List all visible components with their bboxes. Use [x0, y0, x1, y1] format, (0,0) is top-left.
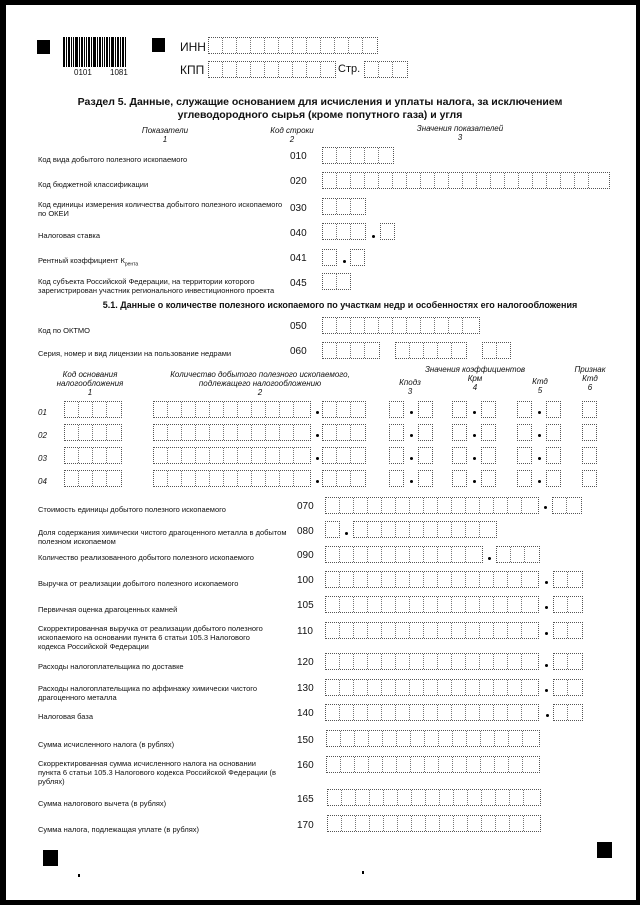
- col-head-line-code: Код строки 2: [270, 126, 314, 144]
- field-quantity-fraction-04[interactable]: [322, 470, 366, 487]
- table-row-num-04: 04: [38, 477, 47, 486]
- row-label-040: Налоговая ставка: [38, 231, 101, 240]
- field-kpodz-int-04[interactable]: [389, 470, 404, 487]
- registration-marker-bottom-left: [43, 850, 58, 866]
- decimal-point: [538, 457, 541, 460]
- col-head-indicators: Показатели 1: [141, 126, 189, 144]
- scan-border-top: [0, 0, 640, 5]
- row-label-105: Первичная оценка драгоценных камней: [38, 605, 178, 614]
- field-110-fraction[interactable]: [553, 622, 583, 639]
- field-quantity-integer-01[interactable]: [153, 401, 311, 418]
- field-ktd-flag-02[interactable]: [582, 424, 597, 441]
- field-080-fraction[interactable]: [353, 521, 497, 538]
- decimal-point: [545, 581, 548, 584]
- field-ktd-int-04[interactable]: [517, 470, 532, 487]
- field-010[interactable]: [322, 147, 394, 164]
- decimal-point: [410, 457, 413, 460]
- scan-border-bottom: [0, 900, 640, 905]
- field-kpodz-int-01[interactable]: [389, 401, 404, 418]
- row-label-110: Скорректированная выручка от реализации добытого полезного ископаемого на основании пункта 6 статьи 105.3 Налогового кодекса Российской Федерации: [38, 624, 263, 651]
- row-code-140: 140: [297, 708, 314, 719]
- field-kpodz-frac-04[interactable]: [418, 470, 433, 487]
- row-code-090: 090: [297, 550, 314, 561]
- field-kpodz-frac-03[interactable]: [418, 447, 433, 464]
- field-krm-int-02[interactable]: [452, 424, 467, 441]
- field-quantity-fraction-01[interactable]: [322, 401, 366, 418]
- row-code-160: 160: [297, 760, 314, 771]
- table-row-num-02: 02: [38, 431, 47, 440]
- field-090-integer[interactable]: [325, 546, 483, 563]
- field-070-fraction[interactable]: [552, 497, 582, 514]
- decimal-point: [410, 480, 413, 483]
- field-ktd-int-03[interactable]: [517, 447, 532, 464]
- decimal-point: [544, 506, 547, 509]
- row-code-165: 165: [297, 794, 314, 805]
- field-krm-frac-04[interactable]: [481, 470, 496, 487]
- row-label-160: Скорректированная сумма исчисленного налога на основании пункта 6 статьи 105.3 Налогового кодекса Российской Федерации (в рублях): [38, 759, 277, 786]
- row-label-120: Расходы налогоплательщика по доставке: [38, 662, 184, 671]
- field-krm-int-03[interactable]: [452, 447, 467, 464]
- decimal-point: [473, 480, 476, 483]
- inn-field[interactable]: [208, 37, 378, 54]
- decimal-point: [545, 606, 548, 609]
- field-070-integer[interactable]: [325, 497, 539, 514]
- table-head-ktd: Ктд 5: [532, 377, 548, 395]
- scan-border-right: [636, 0, 640, 905]
- registration-marker-bottom-right: [597, 842, 612, 858]
- field-kpodz-int-02[interactable]: [389, 424, 404, 441]
- table-head-basis-code: Код основания налогообложения 1: [56, 370, 124, 397]
- field-basis-code-03[interactable]: [64, 447, 122, 464]
- field-160[interactable]: [326, 756, 540, 773]
- page-number-field[interactable]: [364, 61, 408, 78]
- field-ktd-flag-03[interactable]: [582, 447, 597, 464]
- decimal-point: [545, 664, 548, 667]
- table-row-num-01: 01: [38, 408, 47, 417]
- field-140-integer[interactable]: [325, 704, 539, 721]
- field-020[interactable]: [322, 172, 610, 189]
- row-code-010: 010: [290, 151, 307, 162]
- row-code-130: 130: [297, 683, 314, 694]
- row-label-045: Код субъекта Российской Федерации, на территории которого зарегистрирован участник регионального инвестиционного проекта: [38, 277, 275, 295]
- field-ktd-int-01[interactable]: [517, 401, 532, 418]
- field-041-fraction[interactable]: [350, 249, 365, 266]
- field-130-integer[interactable]: [325, 679, 539, 696]
- field-quantity-integer-03[interactable]: [153, 447, 311, 464]
- decimal-point: [546, 714, 549, 717]
- decimal-point: [343, 260, 346, 263]
- field-kpodz-frac-01[interactable]: [418, 401, 433, 418]
- table-head-krm: Крм 4: [467, 374, 483, 392]
- field-120-fraction[interactable]: [553, 653, 583, 670]
- field-ktd-frac-02[interactable]: [546, 424, 561, 441]
- decimal-point: [488, 557, 491, 560]
- field-krm-frac-03[interactable]: [481, 447, 496, 464]
- row-code-100: 100: [297, 575, 314, 586]
- row-label-165: Сумма налогового вычета (в рублях): [38, 799, 167, 808]
- row-code-110: 110: [297, 626, 313, 637]
- decimal-point: [473, 411, 476, 414]
- barcode-number-left: 0101: [74, 68, 92, 77]
- row-code-080: 080: [297, 526, 314, 537]
- row-code-070: 070: [297, 501, 314, 512]
- field-ktd-frac-04[interactable]: [546, 470, 561, 487]
- field-ktd-flag-01[interactable]: [582, 401, 597, 418]
- registration-marker-top-left: [37, 40, 50, 54]
- field-045[interactable]: [322, 273, 351, 290]
- table-head-ktd-flag: Признак Ктд 6: [574, 365, 606, 392]
- field-quantity-integer-02[interactable]: [153, 424, 311, 441]
- section-title-line1: Раздел 5. Данные, служащие основанием для исчисления и уплаты налога, за исключением: [77, 96, 563, 108]
- field-120-integer[interactable]: [325, 653, 539, 670]
- row-label-080: Доля содержания химически чистого драгоценного металла в добытом полезном ископаемом: [38, 528, 287, 546]
- table-head-kpodz: Кподз 3: [399, 378, 421, 396]
- row-code-120: 120: [297, 657, 314, 668]
- field-040-integer[interactable]: [322, 223, 366, 240]
- field-quantity-fraction-02[interactable]: [322, 424, 366, 441]
- field-quantity-integer-04[interactable]: [153, 470, 311, 487]
- field-krm-int-01[interactable]: [452, 401, 467, 418]
- scan-border-left: [0, 0, 6, 905]
- field-040-fraction[interactable]: [380, 223, 395, 240]
- field-100-fraction[interactable]: [553, 571, 583, 588]
- decimal-point: [372, 235, 375, 238]
- row-label-060: Серия, номер и вид лицензии на пользование недрами: [38, 349, 232, 358]
- row-label-010: Код вида добытого полезного ископаемого: [38, 155, 188, 164]
- field-ktd-int-02[interactable]: [517, 424, 532, 441]
- field-quantity-fraction-03[interactable]: [322, 447, 366, 464]
- field-krm-frac-01[interactable]: [481, 401, 496, 418]
- barcode-number-right: 1081: [110, 68, 128, 77]
- registration-marker-top-center: [152, 38, 165, 52]
- field-060-number[interactable]: [395, 342, 467, 359]
- field-basis-code-04[interactable]: [64, 470, 122, 487]
- row-code-050: 050: [290, 321, 307, 332]
- decimal-point: [545, 632, 548, 635]
- decimal-point: [473, 434, 476, 437]
- field-basis-code-02[interactable]: [64, 424, 122, 441]
- field-ktd-flag-04[interactable]: [582, 470, 597, 487]
- field-165[interactable]: [327, 789, 541, 806]
- row-label-020: Код бюджетной классификации: [38, 180, 149, 189]
- decimal-point: [538, 434, 541, 437]
- field-basis-code-01[interactable]: [64, 401, 122, 418]
- field-080-integer[interactable]: [325, 521, 340, 538]
- row-label-041: Рентный коэффициент $К_{рента}$: [38, 256, 139, 268]
- field-105-fraction[interactable]: [553, 596, 583, 613]
- decimal-point: [538, 411, 541, 414]
- table-row-num-03: 03: [38, 454, 47, 463]
- section-title-line2: углеводородного сырья (кроме попутного газа) и угля: [177, 109, 463, 121]
- decimal-point: [316, 411, 319, 414]
- field-kpodz-int-03[interactable]: [389, 447, 404, 464]
- kpp-label: КПП: [180, 63, 205, 77]
- field-050-oktmo[interactable]: [322, 317, 480, 334]
- row-code-105: 105: [297, 600, 314, 611]
- field-110-integer[interactable]: [325, 622, 539, 639]
- field-090-fraction[interactable]: [496, 546, 540, 563]
- row-label-050: Код по ОКТМО: [38, 326, 91, 335]
- row-label-170: Сумма налога, подлежащая уплате (в рублях): [38, 825, 200, 834]
- table-head-coefficients: Значения коэффициентов: [424, 365, 526, 374]
- scan-speck: [362, 871, 364, 874]
- row-code-060: 060: [290, 346, 307, 357]
- field-130-fraction[interactable]: [553, 679, 583, 696]
- row-label-090: Количество реализованного добытого полезного ископаемого: [38, 553, 254, 562]
- field-kpodz-frac-02[interactable]: [418, 424, 433, 441]
- field-150[interactable]: [326, 730, 540, 747]
- field-krm-int-04[interactable]: [452, 470, 467, 487]
- decimal-point: [545, 689, 548, 692]
- row-code-030: 030: [290, 203, 307, 214]
- row-label-140: Налоговая база: [38, 712, 93, 721]
- row-code-040: 040: [290, 228, 307, 239]
- row-code-045: 045: [290, 278, 307, 289]
- field-105-integer[interactable]: [325, 596, 539, 613]
- row-label-150: Сумма исчисленного налога (в рублях): [38, 740, 175, 749]
- decimal-point: [410, 434, 413, 437]
- field-ktd-frac-03[interactable]: [546, 447, 561, 464]
- decimal-point: [473, 457, 476, 460]
- kpp-field[interactable]: [208, 61, 336, 78]
- barcode: [63, 37, 139, 67]
- field-ktd-frac-01[interactable]: [546, 401, 561, 418]
- field-170[interactable]: [327, 815, 541, 832]
- page-label: Стр.: [338, 63, 361, 75]
- field-030[interactable]: [322, 198, 366, 215]
- table-head-quantity: Количество добытого полезного ископаемого, подлежащего налогообложению 2: [170, 370, 350, 397]
- field-140-fraction[interactable]: [553, 704, 583, 721]
- decimal-point: [316, 480, 319, 483]
- decimal-point: [316, 457, 319, 460]
- decimal-point: [345, 532, 348, 535]
- row-label-070: Стоимость единицы добытого полезного ископаемого: [38, 505, 226, 514]
- col-head-values: Значения показателей 3: [416, 124, 504, 142]
- row-code-041: 041: [290, 253, 307, 264]
- row-label-030: Код единицы измерения количества добытого полезного ископаемого по ОКЕИ: [38, 200, 283, 218]
- row-label-130: Расходы налогоплательщика по аффинажу химически чистого драгоценного металла: [38, 684, 257, 702]
- field-krm-frac-02[interactable]: [481, 424, 496, 441]
- row-code-170: 170: [297, 820, 314, 831]
- inn-label: ИНН: [180, 40, 206, 54]
- subsection-title: 5.1. Данные о количестве полезного ископаемого по участкам недр и особенностях его налогообложения: [102, 300, 578, 310]
- field-041-integer[interactable]: [322, 249, 337, 266]
- decimal-point: [410, 411, 413, 414]
- scan-speck: [78, 874, 80, 877]
- row-label-100: Выручка от реализации добытого полезного ископаемого: [38, 579, 239, 588]
- field-060-series[interactable]: [322, 342, 380, 359]
- decimal-point: [316, 434, 319, 437]
- row-code-020: 020: [290, 176, 307, 187]
- field-060-type[interactable]: [482, 342, 511, 359]
- row-code-150: 150: [297, 735, 314, 746]
- field-100-integer[interactable]: [325, 571, 539, 588]
- decimal-point: [538, 480, 541, 483]
